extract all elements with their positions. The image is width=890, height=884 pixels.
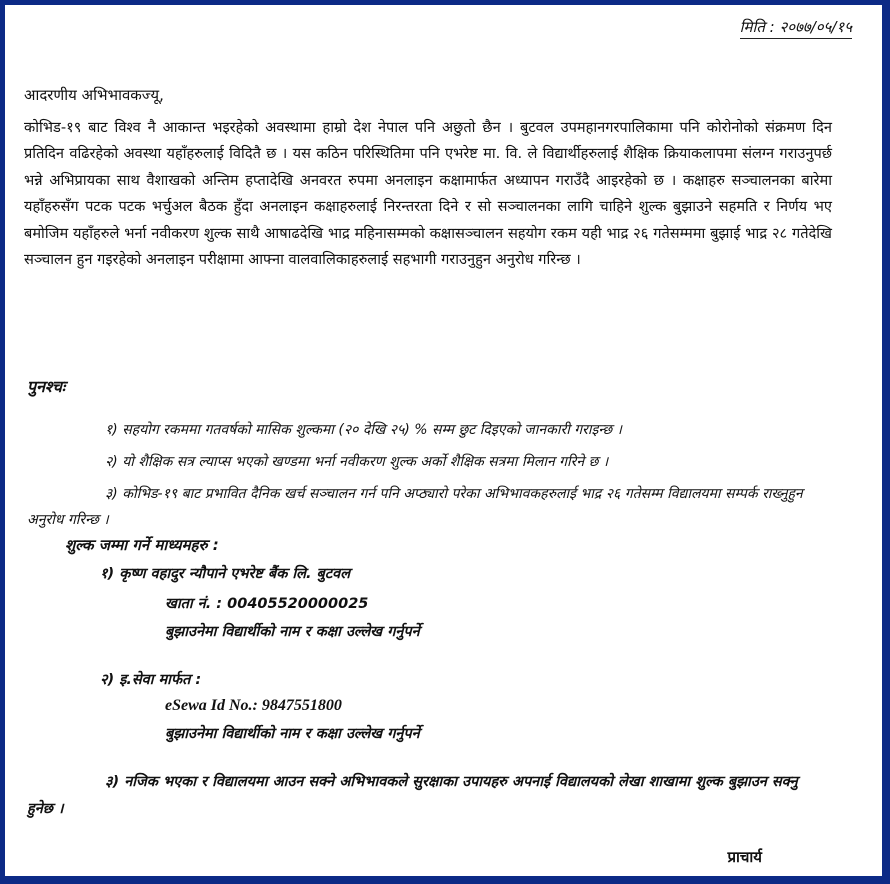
signature-title: प्राचार्य [727, 848, 762, 866]
body-paragraph: कोभिड-१९ बाट विश्व नै आकान्त भइरहेको अवस्थामा हाम्रो देश नेपाल पनि अछुतो छैन । बुटवल उपमहानगरपालिकामा पनि कोरोनोको संक्रमण दिन प्रतिदिन वढिरहेको अवस्था यहाँहरुलाई विदितै छ । यस कठिन परिस्थितिमा पनि एभरेष्ट मा. वि. ले विद्यार्थीहरुलाई शैक्षिक क्रियाकलापमा संलग्न गराउनुपर्छ भन्ने अभिप्रायका साथ वैशाखको अन्तिम हप्तादेखि अनवरत रुपमा अनलाइन कक्षामार्फत अध्यापन गराउँदै आइरहेको छ । कक्षाहरु सञ्चालनका बारेमा यहाँहरुसँग पटक पटक भर्चुअल बैठक हुँदा अनलाइन कक्षाहरुलाई निरन्तरता दिने र सो सञ्चालनका लागि चाहिने शुल्क बुझाउने सहमति र निर्णय भए बमोजिम यहाँहरुले भर्ना नवीकरण शुल्क साथै आषाढदेखि भाद्र महिनासम्मको कक्षासञ्चालन सहयोग रकम यही भाद्र २६ गतेसम्ममा बुझाई भाद्र २८ गतेदेखि सञ्चालन हुन गइरहेको अनलाइन परीक्षामा आफ्ना वालवालिकाहरुलाई सहभागी गराउनुहुन अनुरोध गरिन्छ । [24, 119, 832, 269]
notice-date: मिति : २०७७/०५/१५ [740, 17, 852, 39]
bank-title: १) कृष्ण वहादुर न्यौपाने एभरेष्ट बैंक लि. बुटवल [100, 566, 351, 582]
esewa-note: बुझाउनेमा विद्यार्थीको नाम र कक्षा उल्लेख गर्नुपर्ने [165, 726, 420, 742]
bank-note: बुझाउनेमा विद्यार्थीको नाम र कक्षा उल्लेख गर्नुपर्ने [165, 624, 420, 640]
postscript-item: २) यो शैक्षिक सत्र ल्याप्स भएको खण्डमा भर्ना नवीकरण शुल्क अर्को शैक्षिक सत्रमा मिलान गरिने छ । [105, 454, 609, 470]
bank-account-number: खाता नं. : 00405520000025 [165, 596, 369, 612]
esewa-title: २) इ.सेवा मार्फत : [100, 672, 202, 688]
postscript-item: ३) कोभिड-१९ बाट प्रभावित दैनिक खर्च सञ्चालन गर्न पनि अप्ठ्यारो परेका अभिभावकहरुलाई भाद्र २६ गतेसम्म विद्यालयमा सम्पर्क राख्नुहुन अनुरोध गरिन्छ । [27, 486, 803, 528]
esewa-id: eSewa Id No.: 9847551800 [165, 697, 342, 714]
postscript-heading: पुनश्चः [27, 377, 66, 396]
in-person-payment: ३) नजिक भएका र विद्यालयमा आउन सक्ने अभिभावकले सुरक्षाका उपायहरु अपनाई विद्यालयको लेखा शाखामा शुल्क बुझाउन सक्नु हुनेछ । [27, 774, 798, 817]
postscript-item: १) सहयोग रकममा गतवर्षको मासिक शुल्कमा (२० देखि २५) % सम्म छुट दिइएको जानकारी गराइन्छ । [105, 422, 622, 438]
salutation: आदरणीय अभिभावकज्यू, [24, 86, 164, 104]
payment-heading: शुल्क जम्मा गर्ने माध्यमहरु : [65, 536, 219, 554]
